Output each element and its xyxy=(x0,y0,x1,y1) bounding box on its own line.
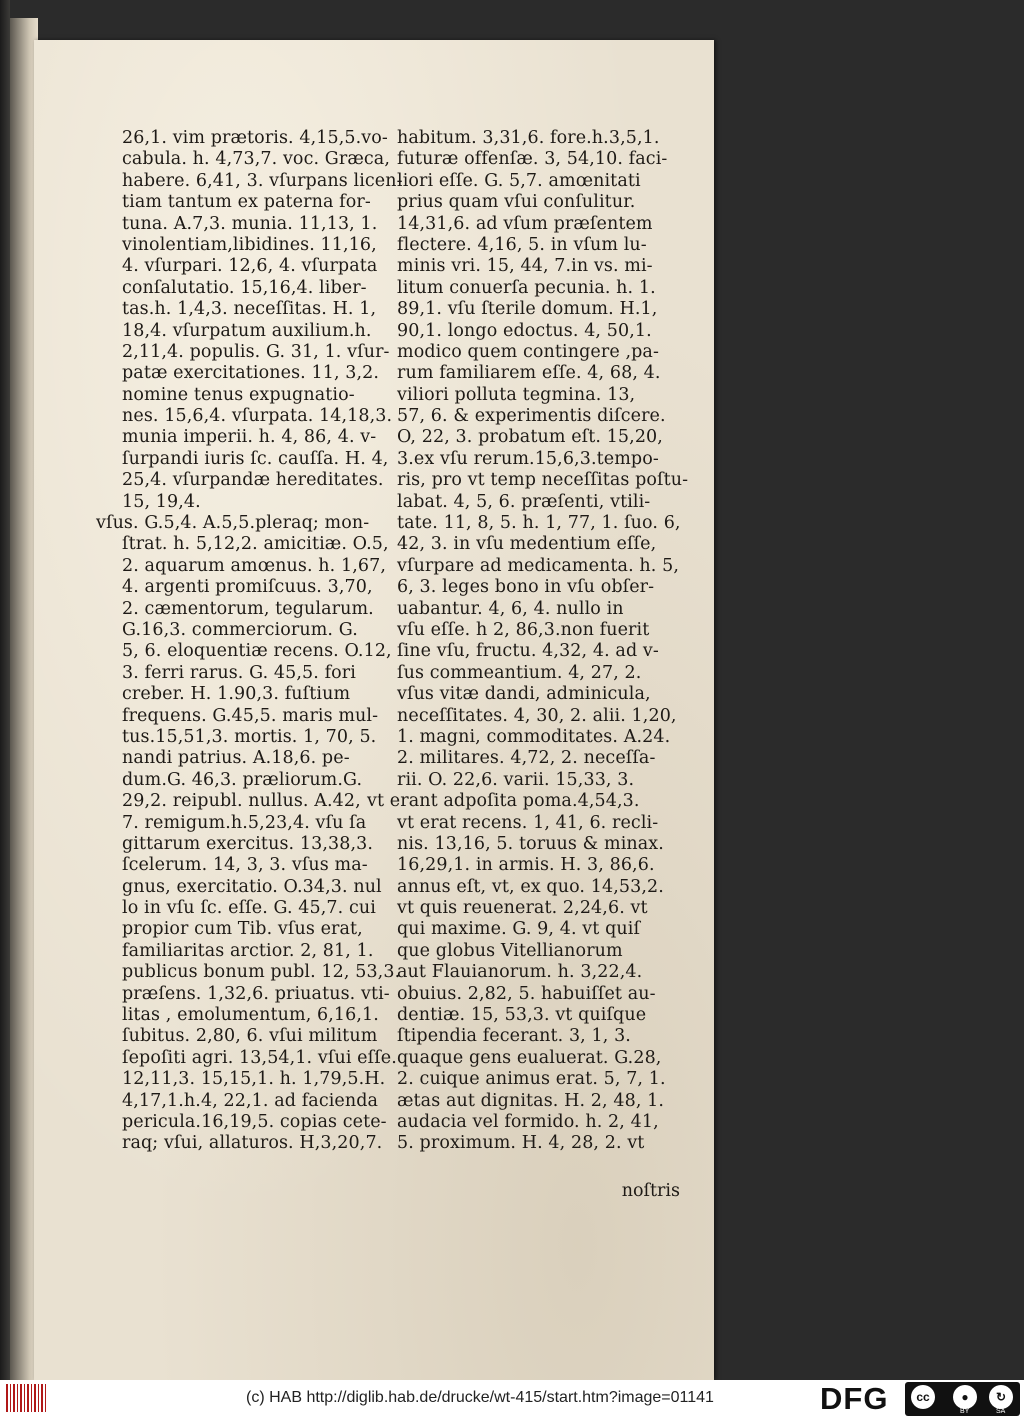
text-line: munia imperii. h. 4, 86, 4. v- xyxy=(122,427,377,448)
cc-icon: cc xyxy=(911,1385,935,1409)
text-line: ſine vſu, fructu. 4,32, 4. ad v- xyxy=(397,641,659,662)
text-line: 42, 3. in vſu medentium eſſe, xyxy=(397,534,657,555)
text-line: annus eſt, vt, ex quo. 14,53,2. xyxy=(397,876,664,897)
text-line: 2. militares. 4,72, 2. neceſſa- xyxy=(397,748,656,769)
left-column xyxy=(96,128,403,1155)
text-line: vt quis reuenerat. 2,24,6. vt xyxy=(397,898,648,919)
text-line: 5. proximum. H. 4, 28, 2. vt xyxy=(397,1133,645,1154)
text-line: pericula.16,19,5. copias cete- xyxy=(122,1111,387,1132)
text-line: modico quem contingere ,pa- xyxy=(397,341,659,362)
text-line: 3.ex vſu rerum.15,6,3.tempo- xyxy=(397,448,659,469)
text-line: uabantur. 4, 6, 4. nullo in xyxy=(397,598,624,619)
text-line: ſtrat. h. 5,12,2. amicitiæ. O.5, xyxy=(122,534,389,555)
text-line: vſus. G.5,4. A.5,5.pleraq; mon- xyxy=(96,513,370,534)
text-line: O, 22, 3. probatum eſt. 15,20, xyxy=(397,427,663,448)
text-line: habere. 6,41, 3. vſurpans licen- xyxy=(122,170,403,191)
cc-license-badge[interactable] xyxy=(905,1382,1020,1416)
text-line: prius quam vſui conſulitur. xyxy=(397,192,636,213)
text-line: 4. vſurpari. 12,6, 4. vſurpata xyxy=(122,256,378,277)
text-line: cabula. h. 4,73,7. voc. Græca, xyxy=(122,149,390,170)
text-line: tiam tantum ex paterna for- xyxy=(122,192,371,213)
text-line: nis. 13,16, 5. toruus & minax. xyxy=(397,833,664,854)
text-line: creber. H. 1.90,3. fuſtium xyxy=(122,684,351,705)
text-line: 16,29,1. in armis. H. 3, 86,6. xyxy=(397,855,655,876)
by-icon: ● xyxy=(953,1385,977,1409)
text-line: litum conuerſa pecunia. h. 1. xyxy=(397,277,656,298)
text-line: ris, pro vt temp neceſſitas poſtu- xyxy=(397,470,689,491)
text-line: familiaritas arctior. 2, 81, 1. xyxy=(122,940,374,961)
text-line: G.16,3. commerciorum. G. xyxy=(122,619,358,640)
text-line: vſus vitæ dandi, adminicula, xyxy=(397,684,651,705)
text-line: lo in vſu ſc. eſſe. G. 45,7. cui xyxy=(122,898,376,919)
text-line: 89,1. vſu ſterile domum. H.1, xyxy=(397,299,658,320)
text-line: 57, 6. & experimentis diſcere. xyxy=(397,406,666,427)
text-line: gittarum exercitus. 13,38,3. xyxy=(122,833,374,854)
text-line: dum.G. 46,3. præliorum.G. xyxy=(122,769,363,790)
text-line: ætas aut dignitas. H. 2, 48, 1. xyxy=(397,1090,665,1111)
text-line: præſens. 1,32,6. priuatus. vti- xyxy=(122,983,390,1004)
text-line: 1. magni, commoditates. A.24. xyxy=(397,726,671,747)
text-line: que globus Vitellianorum xyxy=(397,940,623,961)
text-line: vinolentiam,libidines. 11,16, xyxy=(122,234,377,255)
catchword: noſtris xyxy=(621,1181,680,1201)
text-line: ſepoſiti agri. 13,54,1. vſui eſſe. xyxy=(122,1047,397,1068)
text-line: nomine tenus expugnatio- xyxy=(122,384,355,405)
text-line: neceſſitates. 4, 30, 2. alii. 1,20, xyxy=(397,705,677,726)
book-page xyxy=(34,40,714,1380)
text-line: audacia vel formido. h. 2, 41, xyxy=(397,1111,659,1132)
by-label: BY xyxy=(960,1408,970,1415)
barcode-icon xyxy=(6,1384,48,1412)
text-line: qui maxime. G. 9, 4. vt quiſ xyxy=(397,919,641,940)
text-line: ſtipendia fecerant. 3, 1, 3. xyxy=(397,1026,631,1047)
text-line: frequens. G.45,5. maris mul- xyxy=(122,705,379,726)
text-line: viliori polluta tegmina. 13, xyxy=(397,384,636,405)
text-line: publicus bonum publ. 12, 53,3. xyxy=(122,962,401,983)
text-line: raq; vſui, allaturos. H,3,20,7. xyxy=(122,1133,383,1154)
text-line: vt erat recens. 1, 41, 6. recli- xyxy=(397,812,659,833)
text-line: habitum. 3,31,6. fore.h.3,5,1. xyxy=(397,128,660,148)
text-line: 7. remigum.h.5,23,4. vſu ſa xyxy=(122,812,367,833)
text-line: futuræ offenſæ. 3, 54,10. faci- xyxy=(397,149,668,170)
text-line: 5, 6. eloquentiæ recens. O.12, xyxy=(122,641,392,662)
text-line: ſubitus. 2,80, 6. vſui militum xyxy=(122,1026,378,1047)
citation-text: (c) HAB http://diglib.hab.de/drucke/wt-415/start.htm?image=01141 xyxy=(246,1389,714,1406)
text-line: obuius. 2,82, 5. habuiſſet au- xyxy=(397,983,656,1004)
text-line: dentiæ. 15, 53,3. vt quiſque xyxy=(397,1005,647,1026)
text-line: liori eſſe. G. 5,7. amœnitati xyxy=(397,170,641,191)
text-line: tuna. A.7,3. munia. 11,13, 1. xyxy=(122,213,378,234)
text-line: ſcelerum. 14, 3, 3. vſus ma- xyxy=(122,855,368,876)
text-line: ſus commeantium. 4, 27, 2. xyxy=(397,662,642,683)
text-line: 2,11,4. populis. G. 31, 1. vſur- xyxy=(122,341,390,362)
text-line: tus.15,51,3. mortis. 1, 70, 5. xyxy=(122,726,377,747)
right-column xyxy=(367,128,689,1155)
text-line: 4,17,1.h.4, 22,1. ad facienda xyxy=(122,1090,379,1111)
text-line: vt erant adpoſita poma.4,54,3. xyxy=(367,791,640,812)
text-line: 4. argenti promiſcuus. 3,70, xyxy=(122,577,373,598)
text-line: gnus, exercitatio. O.34,3. nul xyxy=(122,876,382,897)
text-line: tas.h. 1,4,3. neceſſitas. H. 1, xyxy=(122,299,377,320)
book-edge xyxy=(0,0,10,1380)
text-line: 3. ferri rarus. G. 45,5. fori xyxy=(122,662,356,683)
text-line: rum familiarem eſſe. 4, 68, 4. xyxy=(397,363,661,384)
dfg-logo: DFG xyxy=(820,1381,889,1416)
text-line: flectere. 4,16, 5. in vſum lu- xyxy=(397,234,647,255)
text-line: 26,1. vim prætoris. 4,15,5.vo- xyxy=(122,128,388,148)
text-line: 14,31,6. ad vſum præſentem xyxy=(397,213,653,234)
text-line: propior cum Tib. vſus erat, xyxy=(122,919,363,940)
text-line: 29,2. reipubl. nullus. A.42, xyxy=(122,791,361,812)
text-line: rii. O. 22,6. varii. 15,33, 3. xyxy=(397,769,635,790)
text-line: patæ exercitationes. 11, 3,2. xyxy=(122,363,380,384)
text-line: 15, 19,4. xyxy=(122,491,201,512)
text-line: quaque gens eualuerat. G.28, xyxy=(397,1047,662,1068)
text-line: 25,4. vſurpandæ hereditates. xyxy=(122,470,384,491)
text-line: litas , emolumentum, 6,16,1. xyxy=(122,1005,379,1026)
text-line: vſurpare ad medicamenta. h. 5, xyxy=(397,555,680,576)
text-line: nandi patrius. A.18,6. pe- xyxy=(122,748,350,769)
text-line: nes. 15,6,4. vſurpata. 14,18,3. xyxy=(122,406,393,427)
sa-icon: ↻ xyxy=(989,1385,1013,1409)
footer-bar xyxy=(0,1380,1024,1418)
text-line: labat. 4, 5, 6. præſenti, vtili- xyxy=(397,491,651,512)
text-line: conſalutatio. 15,16,4. liber- xyxy=(122,277,367,298)
text-line: aut Flauianorum. h. 3,22,4. xyxy=(397,962,643,983)
text-line: vſu eſſe. h 2, 86,3.non fuerit xyxy=(397,619,650,640)
text-line: 2. cæmentorum, tegularum. xyxy=(122,598,374,619)
text-line: 12,11,3. 15,15,1. h. 1,79,5.H. xyxy=(122,1069,386,1090)
sa-label: SA xyxy=(996,1408,1006,1415)
text-line: 6, 3. leges bono in vſu obſer- xyxy=(397,577,655,598)
text-line: tate. 11, 8, 5. h. 1, 77, 1. ſuo. 6, xyxy=(397,513,681,534)
text-line: 90,1. longo edoctus. 4, 50,1. xyxy=(397,320,652,341)
text-line: 2. cuique animus erat. 5, 7, 1. xyxy=(397,1069,666,1090)
text-line: ſurpandi iuris ſc. cauſſa. H. 4, xyxy=(122,448,389,469)
text-line: 2. aquarum amœnus. h. 1,67, xyxy=(122,555,386,576)
text-line: minis vri. 15, 44, 7.in vs. mi- xyxy=(397,256,653,277)
text-line: 18,4. vſurpatum auxilium.h. xyxy=(122,320,372,341)
